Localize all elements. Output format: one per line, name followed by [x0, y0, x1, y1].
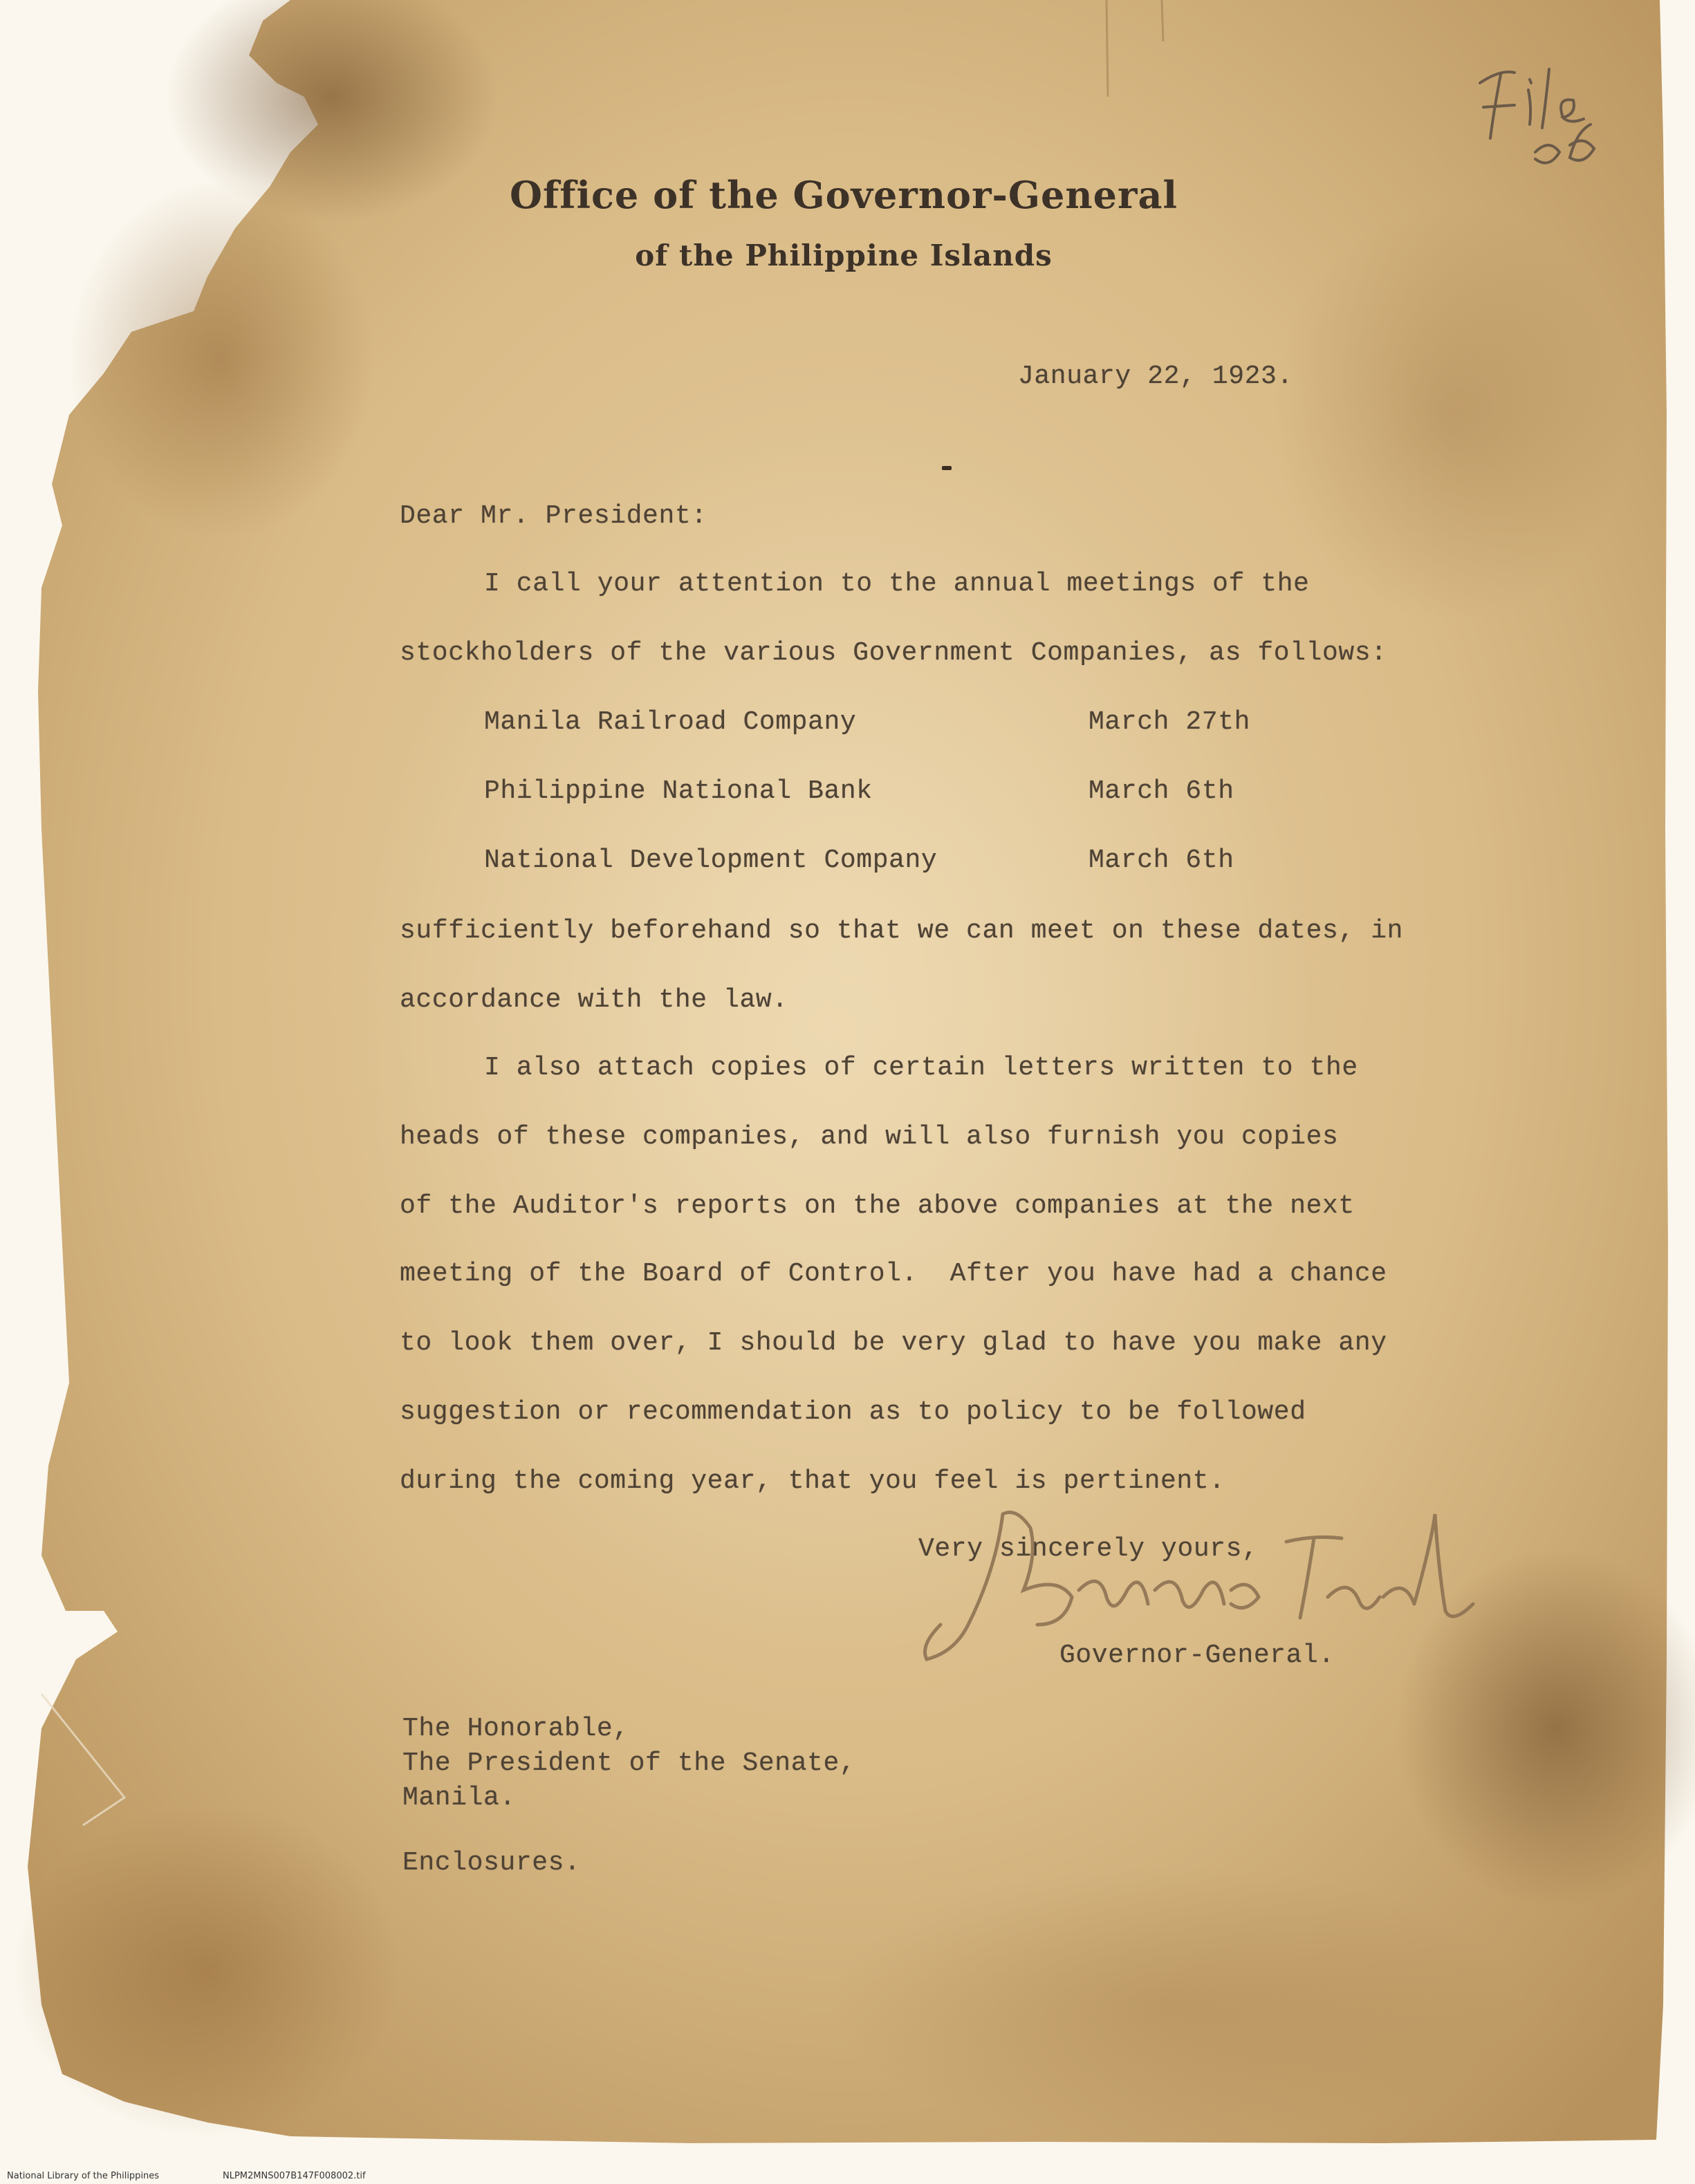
meeting-company: Philippine National Bank — [484, 776, 873, 806]
paragraph3-line: of the Auditor's reports on the above companies at the next — [400, 1191, 1355, 1221]
paragraph3-line: meeting of the Board of Control. After you have had a chance — [400, 1259, 1387, 1289]
paragraph1-line: stockholders of the various Government Companies, as follows: — [400, 638, 1387, 668]
closing: Very sincerely yours, — [918, 1534, 1259, 1564]
footer-filename: NLPM2MNS007B147F008002.tif — [223, 2171, 366, 2181]
ink-mark — [942, 466, 952, 470]
letter-date: January 22, 1923. — [1018, 362, 1293, 391]
paragraph1-line: I call your attention to the annual meetings of the — [484, 569, 1310, 599]
addressee-line: Manila. — [402, 1783, 516, 1813]
handwritten-file-note — [1452, 41, 1625, 180]
paragraph3-line: heads of these companies, and will also furnish you copies — [400, 1122, 1339, 1152]
paragraph3-line: suggestion or recommendation as to policy to be followed — [400, 1397, 1306, 1427]
letterhead-title: Office of the Governor-General — [510, 173, 1178, 217]
footer-library: National Library of the Philippines — [7, 2171, 160, 2181]
paragraph3-line: I also attach copies of certain letters written to the — [484, 1053, 1358, 1083]
paragraph3-line: during the coming year, that you feel is pertinent. — [400, 1466, 1225, 1496]
letterhead-subtitle: of the Philippine Islands — [635, 239, 1053, 272]
paragraph3-line: to look them over, I should be very glad to have you make any — [400, 1328, 1387, 1358]
meeting-company: National Development Company — [484, 846, 938, 875]
salutation: Dear Mr. President: — [400, 501, 707, 531]
meeting-company: Manila Railroad Company — [484, 707, 857, 737]
signer-title: Governor-General. — [1059, 1641, 1335, 1670]
paragraph2-line: accordance with the law. — [400, 985, 788, 1015]
meeting-date: March 6th — [1089, 846, 1234, 875]
addressee-line: The Honorable, — [402, 1714, 629, 1744]
addressee-line: The President of the Senate, — [402, 1748, 856, 1778]
enclosures-note: Enclosures. — [402, 1848, 581, 1878]
meeting-date: March 6th — [1089, 776, 1234, 806]
meeting-date: March 27th — [1089, 707, 1251, 737]
paragraph2-line: sufficiently beforehand so that we can meet on these dates, in — [400, 916, 1404, 946]
